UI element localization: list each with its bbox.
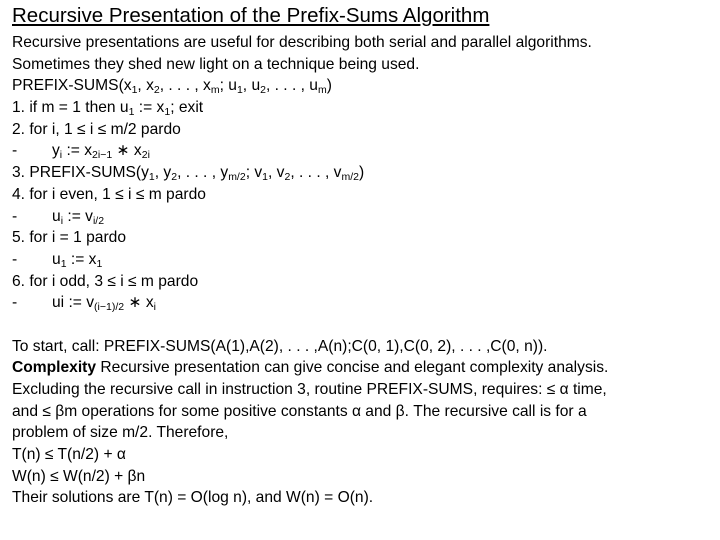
- algorithm-step-4-body: - $u_i$ := $v_{i/2}$: [12, 207, 105, 227]
- algorithm-step-5-body: - $u_1$ := $x_1$: [12, 250, 103, 270]
- algorithm-signature: PREFIX-$SUMS(x_1$, $x_2$, . . . , $x_m$; $u_1$, $u_2$, . . . , $u_m$): [12, 77, 332, 97]
- blank-line: [12, 314, 716, 336]
- algorithm-step-3: 3. PREFIX-$SUMS(y_1$, $y_2$, . . . , $y_{m/2}$; $v_1$, $v_2$, . . . , $v_{m/2}$): [12, 164, 365, 184]
- algorithm-step-6: 6. for i odd, 3 ≤ i ≤ m pardo: [12, 272, 199, 290]
- complexity-line-4: problem of size m/2. Therefore,: [12, 424, 229, 442]
- algorithm-step-4: 4. for i even, 1 ≤ i ≤ m pardo: [12, 185, 206, 203]
- slide-body: [12, 32, 716, 509]
- complexity-line-3: and ≤ βm operations for some positive constants α and β. The recursive call is for a: [12, 402, 587, 420]
- solution-line: Their solutions are T(n) = O(log n), and W(n) = O(n).: [12, 489, 374, 507]
- algorithm-step-1: 1. if m = 1 then $u_1$ := $x_1$; exit: [12, 99, 204, 119]
- complexity-line-1: Complexity Recursive presentation can give concise and elegant complexity analysis.: [12, 359, 609, 377]
- intro-line-2: Sometimes they shed new light on a technique being used.: [12, 55, 420, 73]
- slide-title: Recursive Presentation of the Prefix-Sums Algorithm: [12, 4, 490, 27]
- call-line: To start, call: PREFIX-SUMS(A(1),A(2), . . . ,A(n);C(0, 1),C(0, 2), . . . ,C(0, n)).: [12, 337, 548, 355]
- recurrence-work: W(n) ≤ W(n/2) + βn: [12, 467, 146, 485]
- algorithm-step-2: 2. for i, 1 ≤ i ≤ m/2 pardo: [12, 120, 181, 138]
- algorithm-step-2-body: - $y_i$ := $x_{2i-1}$ ∗ $x_{2i}$: [12, 142, 150, 162]
- complexity-line-2: Excluding the recursive call in instruction 3, routine PREFIX-SUMS, requires: ≤ α time,: [12, 381, 607, 398]
- complexity-label: Complexity: [12, 359, 97, 377]
- algorithm-step-5: 5. for i = 1 pardo: [12, 229, 126, 247]
- recurrence-time: T(n) ≤ T(n/2) + α: [12, 446, 126, 464]
- algorithm-step-6-body: - ui := $v_{(i-1)/2}$ ∗ $x_i$: [12, 294, 156, 314]
- intro-line-1: Recursive presentations are useful for describing both serial and parallel algorithms.: [12, 34, 592, 51]
